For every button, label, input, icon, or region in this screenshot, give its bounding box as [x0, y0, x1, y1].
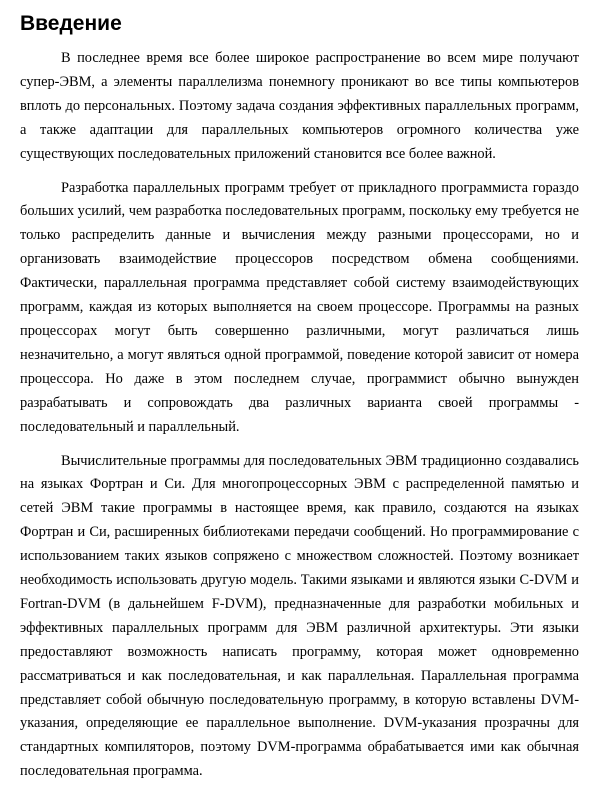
paragraph-2: Разработка параллельных программ требует от прикладного программиста гораздо больших усилий, чем разработка последовательных программ, поскольку ему требуется не только распределить данные и вычисления между разными процессорами, но и организовать взаимодействие процессоров посредством обмена сообщениями. Фактически, параллельная программа представляет собой систему взаимодействующих программ, каждая из которых выполняется на своем процессоре. Программы на разных процессорах могут быть совершенно различными, могут различаться лишь незначительно, а могут являться одной программой, поведение которой зависит от номера процессора. Но даже в этом последнем случае, программист обычно вынужден разрабатывать и сопровождать два различных варианта своей программы - последовательный и параллельный.: [20, 179, 579, 435]
page-title: Введение: [20, 12, 122, 35]
paragraph-1: В последнее время все более широкое распространение во всем мире получают супер-ЭВМ, а элементы параллелизма понемногу проникают во все типы компьютеров вплоть до персональных. Поэтому задача создания эффективных параллельных программ, а также адаптации для параллельных компьютеров огромного количества уже существующих последовательных приложений становится все более важной.: [20, 50, 579, 162]
paragraph-3: Вычислительные программы для последовательных ЭВМ традиционно создавались на языках Фортран и Си. Для многопроцессорных ЭВМ с распределенной памятью и сетей ЭВМ такие программы в настоящее время, как правило, создаются на языках Фортран и Си, расширенных библиотеками передачи сообщений. Но программирование с использованием таких языков сопряжено с множеством сложностей. Поэтому возникает необходимость использовать другую модель. Такими языками и являются языки C-DVM и Fortran-DVM (в дальнейшем F-DVM), предназначенные для разработки мобильных и эффективных параллельных программ для ЭВМ различной архитектуры. Эти языки предоставляют возможность написать программу, которая может одновременно рассматриваться и как последовательная, и как параллельная. Параллельная программа представляет собой обычную последовательную программу, в которую вставлены DVM-указания, определяющие ее параллельное выполнение. DVM-указания прозрачны для стандартных компиляторов, поэтому DVM-программа обрабатывается ими как обычная последовательная программа.: [20, 452, 579, 780]
